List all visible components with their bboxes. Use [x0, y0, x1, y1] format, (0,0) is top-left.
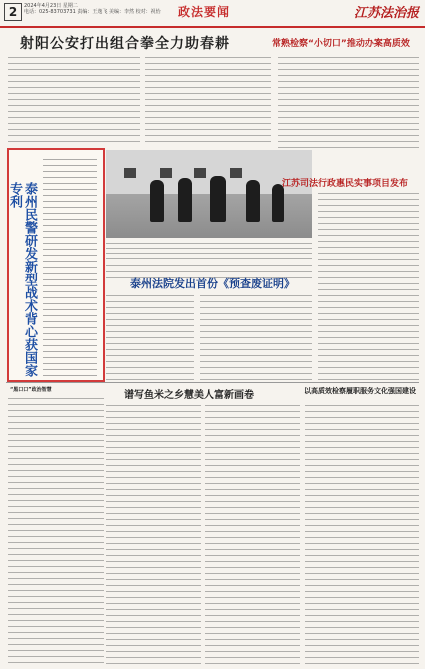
- issue-contacts: 电话：025-83703731 责编：王逸飞 美编：李然 校对：祝怡: [24, 9, 161, 15]
- center-headline: 泰州法院发出首份《预查废证明》: [130, 277, 295, 290]
- article-text-block: [106, 292, 194, 382]
- vertical-headline: 泰州民警研发新型战术背心获国家专利: [7, 182, 37, 377]
- bottom-left-heading: “黑口口”政治智慧: [10, 387, 52, 393]
- article-text-block: [205, 402, 300, 664]
- section-title: 政法要闻: [178, 5, 231, 19]
- lower-center-headline: 谱写鱼米之乡慧美人富新画卷: [124, 390, 254, 401]
- article-text-block: [106, 402, 201, 664]
- police-figure: [178, 178, 192, 222]
- page-number: 2: [4, 3, 22, 21]
- wall-sign: [160, 168, 172, 178]
- article-text-block: [278, 54, 419, 150]
- article-text-block: [8, 54, 140, 146]
- wall-sign: [230, 168, 242, 178]
- article-text-block: [305, 402, 419, 664]
- right-mid-headline: 江苏司法行政惠民实事项目发布: [282, 179, 409, 189]
- article-text-block: [145, 54, 271, 146]
- lower-right-headline: 以高质效检察履职服务文化强国建设: [304, 387, 416, 395]
- police-figure: [246, 180, 260, 222]
- photo-caption: [106, 241, 312, 259]
- article-text-block: [8, 395, 104, 663]
- article-text-block: [318, 190, 419, 380]
- page-header: [0, 0, 425, 28]
- feature-box: [7, 148, 105, 382]
- police-figure: [272, 184, 284, 222]
- section-rule: [6, 382, 419, 383]
- newspaper-logo: 江苏法治报: [353, 6, 419, 21]
- wall-sign: [194, 168, 206, 178]
- right-top-headline: 常熟检察“小切口”推动办案高质效: [272, 39, 410, 49]
- main-headline: 射阳公安打出组合拳全力助春耕: [20, 36, 230, 52]
- wall-sign: [124, 168, 136, 178]
- issue-meta: [24, 3, 174, 15]
- police-figure: [150, 180, 164, 222]
- police-figure: [210, 176, 226, 222]
- feature-text: [43, 156, 97, 376]
- issue-date: 2024年4月23日 星期二: [24, 3, 78, 9]
- article-text-block: [200, 292, 312, 382]
- news-photo: [106, 150, 312, 238]
